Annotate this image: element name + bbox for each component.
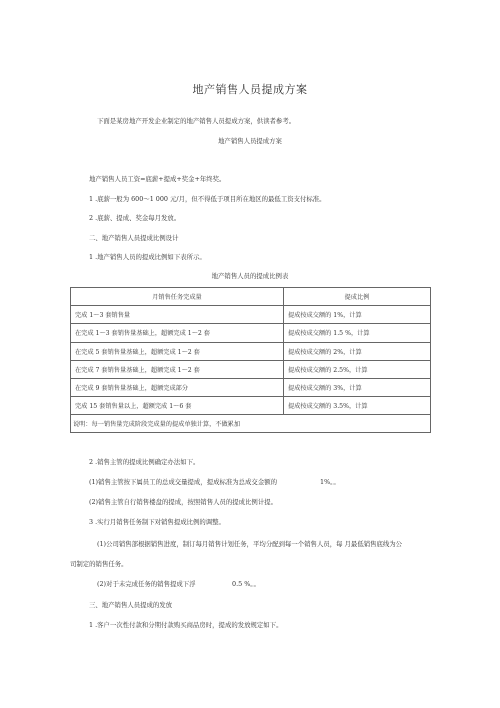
- table-cell: 提成按成交额的 1.5 %，计算: [284, 324, 431, 342]
- table-cell: 提成按成交额的 3.5%，计算: [284, 397, 431, 415]
- supervisor-rule-heading: 2 .销售主管的提成比例确定办法如下。: [89, 458, 200, 466]
- salary-formula: 地产销售人员工资=底薪+提成+奖金+年终奖。: [89, 175, 226, 183]
- column-header-rate: 提成比例: [284, 288, 431, 306]
- table-header-row: [71, 288, 431, 306]
- table-cell: 在完成 5 套销售量基础上，超额完成 1～2 套: [71, 342, 284, 360]
- table-note-row: [71, 415, 431, 433]
- table-cell: 在完成 7 套销售量基础上，超额完成 1～2 套: [71, 360, 284, 378]
- table-intro: 1 .地产销售人员的提成比例如下表所示。: [89, 253, 206, 261]
- monthly-task-rule-1-cont: 司制定的销售任务。: [70, 560, 128, 568]
- section-heading-3: 三、地产销售人员提成的发放: [89, 601, 173, 609]
- monthly-task-rule-2: (2)对于未完成任务的销售提成下浮: [97, 580, 196, 588]
- intro-text: 下面是某房地产开发企业制定的地产销售人员提成方案，供读者参考。: [97, 117, 296, 125]
- supervisor-rule-2: (2)销售主管自行销售楼盘的提成，按照销售人员的提成比例计提。: [89, 498, 277, 506]
- table-note: 说明：每一销售量完成阶段完成量的提成单独计算，不做累加: [71, 415, 431, 433]
- supervisor-rule-1: (1)销售主管按下属员工的总成交量提成，提成标准为总成交金额的: [89, 478, 277, 486]
- table-cell: 提成按成交额的 3%，计算: [284, 378, 431, 396]
- table-row: [71, 360, 431, 378]
- table-row: [71, 342, 431, 360]
- table-cell: 在完成 1～3 套销售量基础上，超额完成 1～2 套: [71, 324, 284, 342]
- table-cell: 提成按成交额的 1%，计算: [284, 306, 431, 324]
- base-salary-rule: 1 .底薪一般为 600～1 000 元/月，但不得低于项目所在地区的最低工资支付标准。: [89, 195, 326, 203]
- table-row: [71, 397, 431, 415]
- monthly-task-heading: 3 .实行月销售任务制下对销售提成比例的调整。: [89, 518, 225, 526]
- table-cell: 提成按成交额的 2.5%，计算: [284, 360, 431, 378]
- table-cell: 完成 1～3 套销售量: [71, 306, 284, 324]
- supervisor-rule-1-rate: 1%。。: [320, 478, 340, 486]
- table-cell: 在完成 9 套销售量基础上，超额完成部分: [71, 378, 284, 396]
- table-row: [71, 378, 431, 396]
- document-title: 地产销售人员提成方案: [192, 83, 308, 96]
- column-header-task: 月销售任务完成量: [71, 288, 284, 306]
- monthly-task-rule-1: (1)公司销售部根据销售进度，制订每月销售计划任务，平均分配到每一个销售人员，每 月最低销售底线为公: [97, 540, 403, 548]
- section-subtitle: 地产销售人员提成方案: [218, 137, 282, 145]
- commission-table: [70, 287, 431, 433]
- monthly-task-rule-2-rate: 0.5 %。。: [232, 580, 260, 588]
- table-cell: 提成按成交额的 2%，计算: [284, 342, 431, 360]
- section-heading-2: 二、地产销售人员提成比例设计: [89, 234, 179, 242]
- table-row: [71, 324, 431, 342]
- payment-method-rule: 1 .客户一次性付款和分期付款购买商品房时，提成的发放规定如下。: [89, 621, 283, 629]
- table-row: [71, 306, 431, 324]
- table-cell: 完成 15 套销售量以上，超额完成 1～6 套: [71, 397, 284, 415]
- payment-rule: 2 .底薪、提成、奖金每月发放。: [89, 214, 181, 222]
- table-caption: 地产销售人员的提成比例表: [211, 272, 289, 280]
